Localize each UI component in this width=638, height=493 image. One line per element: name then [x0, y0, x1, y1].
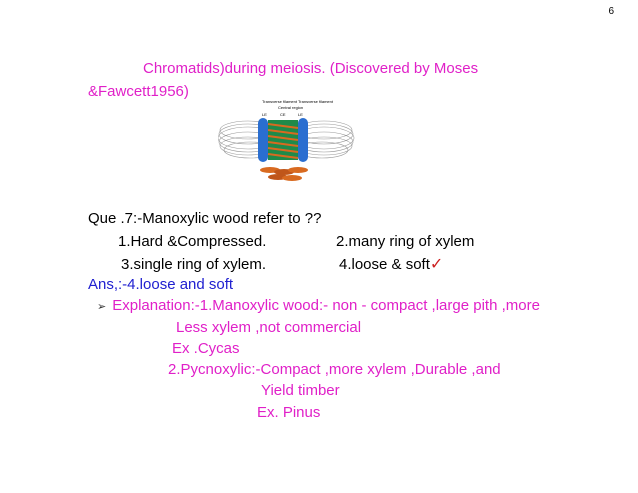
synaptonemal-complex-figure: [218, 98, 356, 184]
figure-drawing: [218, 98, 356, 184]
explanation-line-3: Ex .Cycas: [172, 340, 240, 357]
label-transverse-right: Transverse filament: [298, 99, 333, 104]
lower-chromatin-bundle: [260, 167, 308, 181]
lateral-element-right: [298, 118, 308, 162]
explanation-line-6: Ex. Pinus: [257, 404, 321, 421]
explanation-line-1-row: [97, 297, 540, 316]
explanation-line-2: Less xylem ,not commercial: [176, 319, 362, 336]
answer-line: Ans,:-4.loose and soft: [88, 276, 234, 293]
question-option-4-row: [339, 256, 443, 274]
label-le-left: LE: [262, 112, 267, 117]
question-title: Que .7:-Manoxylic wood refer to ??: [88, 210, 322, 227]
explanation-line-5: Yield timber: [261, 382, 340, 399]
label-le-right: LE: [298, 112, 303, 117]
question-option-4: 4.loose & soft: [339, 256, 430, 273]
checkmark-icon: ✓: [429, 256, 444, 273]
question-option-1: 1.Hard &Compressed.: [118, 233, 267, 250]
label-ce: CE: [280, 112, 286, 117]
label-central-region: Central region: [278, 105, 304, 110]
label-transverse-left: Transverse filament: [262, 99, 297, 104]
explanation-line-4: 2.Pycnoxylic:-Compact ,more xylem ,Durable ,and: [168, 361, 501, 378]
lateral-element-left: [258, 118, 268, 162]
intro-line-1: Chromatids)during meiosis. (Discovered by Moses: [143, 60, 479, 77]
page-number: 6: [608, 6, 614, 17]
arrow-bullet-icon: ➢: [97, 301, 107, 313]
question-option-3: 3.single ring of xylem.: [121, 256, 267, 273]
question-option-2: 2.many ring of xylem: [336, 233, 475, 250]
explanation-line-1: Explanation:-1.Manoxylic wood:- non - compact ,large pith ,more: [112, 297, 540, 314]
intro-line-2: &Fawcett1956): [88, 83, 189, 100]
